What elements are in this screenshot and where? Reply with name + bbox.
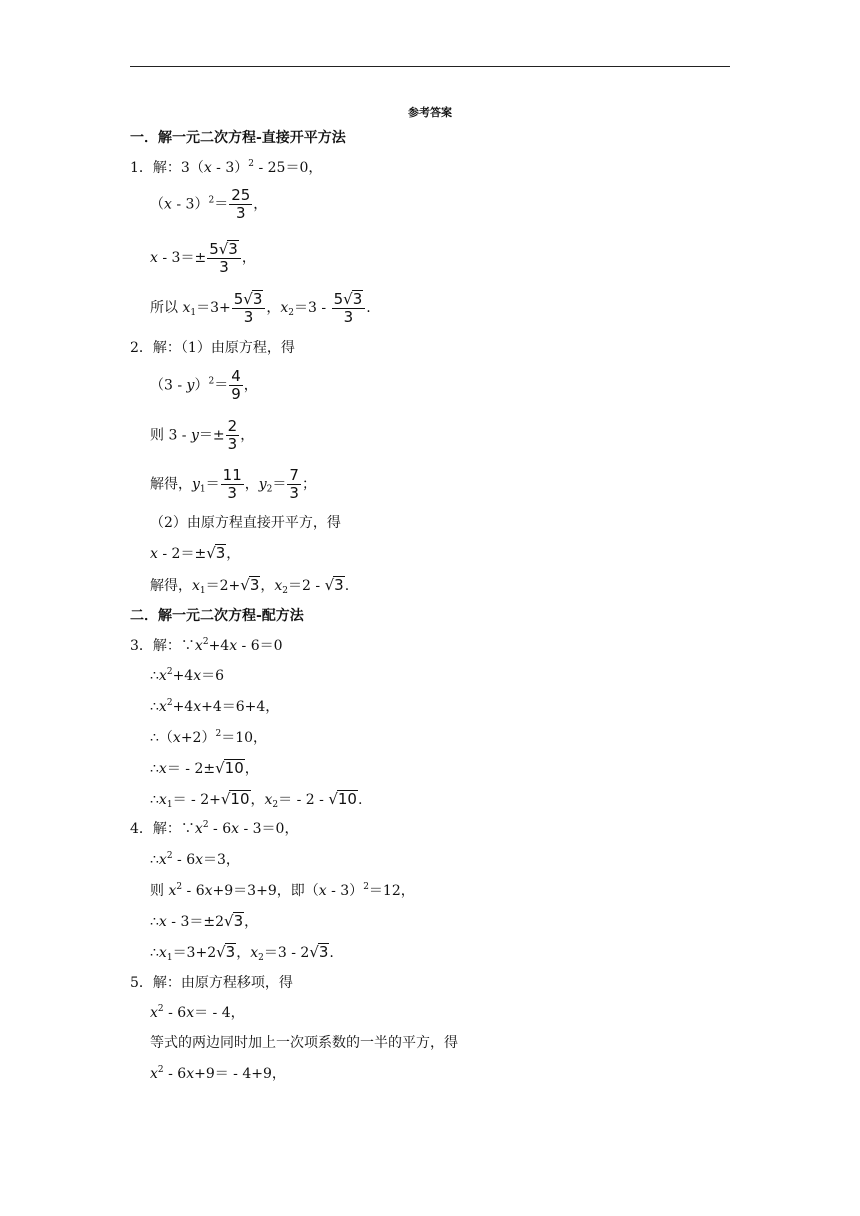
p1-line3: x - 3＝± $\frac{5√3}{3}$ ， xyxy=(150,240,256,276)
fraction: $\frac{4}{9}$ xyxy=(231,367,241,403)
p5-line1: 5．解：由原方程移项，得 xyxy=(130,975,293,991)
square-root: √3 xyxy=(216,943,236,961)
p3-line3: $\therefore x^2+4x+4=6+4$， xyxy=(150,698,280,715)
p2-line7: 解得，$x_1=2+√3$，$x_2=2 - √3$. xyxy=(150,576,350,596)
p1-line4: 所以 $x_1=3+$ $\frac{5√3}{3}$ ，$x_2=3$ - $\frac{5√3}{3}$ . xyxy=(150,290,371,326)
fraction: $\frac{25}{3}$ xyxy=(231,186,251,222)
square-root: √10 xyxy=(220,790,250,808)
p3-line5: ∴x＝ - 2±√10， xyxy=(150,759,259,777)
p2-line2: （3 - y）$^2$＝ $\frac{4}{9}$ ， xyxy=(150,367,258,403)
fraction: $\frac{5√3}{3}$ xyxy=(332,290,366,326)
p2-line1: 2．解：（1）由原方程，得 xyxy=(130,340,295,356)
square-root: √3 xyxy=(206,544,226,562)
p1-line2: （x - 3）$^2$＝ $\frac{25}{3}$ ， xyxy=(150,186,268,222)
p3-line6: $\therefore x_1= - 2+√10$，$x_2= - 2 - √10$. xyxy=(150,790,363,810)
p2-line4: 解得，$y_1=$ $\frac{11}{3}$ ，$y_2=$ $\frac{7}{3}$ ； xyxy=(150,466,316,502)
fraction: $\frac{2}{3}$ xyxy=(227,417,238,453)
fraction: $\frac{11}{3}$ xyxy=(222,466,242,502)
section-heading-1: 一．解一元二次方程-直接开平方法 xyxy=(130,130,346,146)
section-heading-2: 二．解一元二次方程-配方法 xyxy=(130,608,304,624)
p4-line3: 则 $x^2 - 6x+9=3+9$，即（x - 3）$^2$＝12， xyxy=(150,882,415,899)
p3-line1: 3．解：$\because x^2+4x - 6=0$ xyxy=(130,637,283,654)
fraction: $\frac{7}{3}$ xyxy=(289,466,299,502)
p1-line1: 1．解：3（x - 3）$^2$ - 25＝0， xyxy=(130,159,323,176)
square-root: √10 xyxy=(328,790,357,808)
p4-line1: 4．解：$\because x^2 - 6x - 3=0$， xyxy=(130,820,299,837)
p5-line3: 等式的两边同时加上一次项系数的一半的平方，得 xyxy=(150,1035,458,1051)
p4-line4: ∴x - 3＝±2√3， xyxy=(150,912,259,930)
square-root: √3 xyxy=(309,943,329,961)
p3-line4: $\therefore(x+2)^2=10$， xyxy=(150,729,268,746)
square-root: √10 xyxy=(215,759,244,777)
p2-line3: 则 3 - y＝± $\frac{2}{3}$ ， xyxy=(150,417,255,453)
header-rule xyxy=(130,66,730,67)
page-title: 参考答案 xyxy=(408,106,452,119)
p5-line4: $x^2 - 6x+9= - 4+9$， xyxy=(150,1065,286,1082)
p2-line6: x - 2＝±√3， xyxy=(150,544,241,562)
fraction: $\frac{5√3}{3}$ xyxy=(207,240,241,276)
square-root: √3 xyxy=(240,576,260,594)
p4-line2: $\therefore x^2 - 6x=3$， xyxy=(150,851,240,868)
fraction: $\frac{5√3}{3}$ xyxy=(232,290,266,326)
p5-line2: $x^2 - 6x= - 4$， xyxy=(150,1004,245,1021)
p3-line2: $\therefore x^2+4x=6$ xyxy=(150,667,225,684)
square-root: √3 xyxy=(224,912,244,930)
p4-line5: $\therefore x_1=3+2√3$，$x_2=3 - 2√3$. xyxy=(150,943,334,963)
square-root: √3 xyxy=(324,576,344,594)
p2-line5: （2）由原方程直接开平方，得 xyxy=(150,515,341,531)
